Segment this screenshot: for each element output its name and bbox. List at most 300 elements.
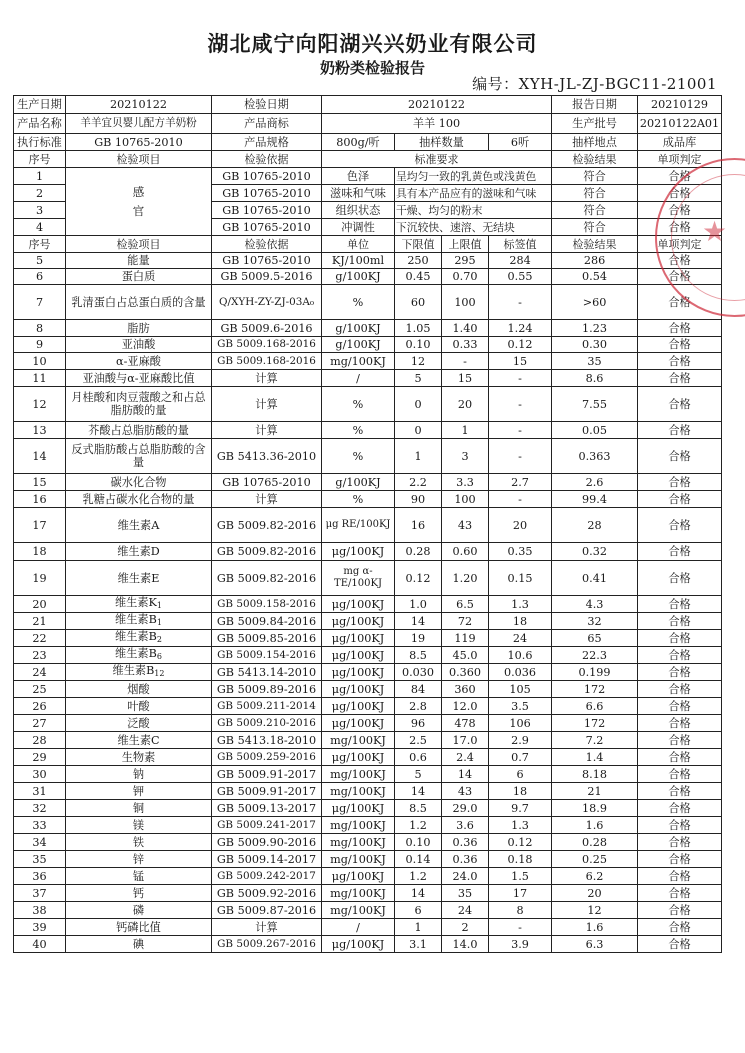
test-item xyxy=(66,561,212,596)
upper-limit: 24 xyxy=(442,902,489,919)
test-item-subscript: 1 xyxy=(156,601,162,610)
lower-limit: 0.28 xyxy=(395,543,442,561)
row-number: 3 xyxy=(14,202,66,219)
test-result: 1.23 xyxy=(552,320,638,337)
test-row xyxy=(14,749,722,766)
verdict: 合格 xyxy=(638,732,722,749)
tests-header-label: 标签值 xyxy=(489,236,552,253)
sensory-attribute: 冲调性 xyxy=(322,219,395,236)
test-result: 286 xyxy=(552,253,638,269)
upper-limit: 24.0 xyxy=(442,868,489,885)
lower-limit: 1.05 xyxy=(395,320,442,337)
test-basis: 计算 xyxy=(212,422,322,439)
batch-label: 生产批号 xyxy=(552,114,638,134)
lower-limit: 16 xyxy=(395,508,442,543)
test-basis: GB 10765-2010 xyxy=(212,185,322,202)
tests-header-verdict: 单项判定 xyxy=(638,236,722,253)
row-number: 36 xyxy=(14,868,66,885)
sensory-header-result: 检验结果 xyxy=(552,151,638,168)
verdict: 合格 xyxy=(638,253,722,269)
test-row xyxy=(14,681,722,698)
verdict: 合格 xyxy=(638,219,722,236)
test-basis: GB 5009.6-2016 xyxy=(212,320,322,337)
test-row xyxy=(14,491,722,508)
test-item-text: 蛋白质 xyxy=(121,270,156,283)
verdict: 合格 xyxy=(638,422,722,439)
test-result: 8.18 xyxy=(552,766,638,783)
row-number: 17 xyxy=(14,508,66,543)
label-value: 3.9 xyxy=(489,936,552,953)
test-result: 2.6 xyxy=(552,474,638,491)
test-basis: 计算 xyxy=(212,370,322,387)
sensory-header-no: 序号 xyxy=(14,151,66,168)
test-item-text: 钙磷比值 xyxy=(116,920,161,934)
row-number: 38 xyxy=(14,902,66,919)
test-result: 0.32 xyxy=(552,543,638,561)
test-item xyxy=(66,749,212,766)
test-item-text: 铁 xyxy=(132,835,145,849)
test-item xyxy=(66,422,212,439)
test-basis: GB 5009.89-2016 xyxy=(212,681,322,698)
upper-limit: 43 xyxy=(442,508,489,543)
lower-limit: 5 xyxy=(395,370,442,387)
verdict: 合格 xyxy=(638,647,722,664)
test-row xyxy=(14,817,722,834)
sensory-attribute: 色泽 xyxy=(322,168,395,185)
test-item-text: 烟酸 xyxy=(127,682,150,696)
verdict: 合格 xyxy=(638,749,722,766)
upper-limit: 2.4 xyxy=(442,749,489,766)
label-value: 0.15 xyxy=(489,561,552,596)
test-item xyxy=(66,253,212,269)
tests-header-low: 下限值 xyxy=(395,236,442,253)
row-number: 8 xyxy=(14,320,66,337)
test-row xyxy=(14,508,722,543)
test-item xyxy=(66,320,212,337)
test-basis: GB 5009.168-2016 xyxy=(212,353,322,370)
verdict: 合格 xyxy=(638,919,722,936)
test-basis: GB 5009.84-2016 xyxy=(212,613,322,630)
lower-limit: 60 xyxy=(395,285,442,320)
label-value: 17 xyxy=(489,885,552,902)
test-basis: GB 5009.5-2016 xyxy=(212,269,322,285)
test-result: 符合 xyxy=(552,185,638,202)
sample-location-value: 成品库 xyxy=(638,134,722,151)
label-value: 1.3 xyxy=(489,817,552,834)
verdict: 合格 xyxy=(638,387,722,422)
test-item-subscript: 2 xyxy=(156,635,162,644)
test-item-subscript: 12 xyxy=(154,669,165,678)
test-result: 28 xyxy=(552,508,638,543)
test-row xyxy=(14,851,722,868)
test-item-text: 维生素B xyxy=(115,647,157,660)
row-number: 14 xyxy=(14,439,66,474)
lower-limit: 250 xyxy=(395,253,442,269)
label-value: 0.35 xyxy=(489,543,552,561)
verdict: 合格 xyxy=(638,596,722,613)
tests-header-unit: 单位 xyxy=(322,236,395,253)
test-result: 0.54 xyxy=(552,269,638,285)
lower-limit: 84 xyxy=(395,681,442,698)
report-date-label: 报告日期 xyxy=(552,96,638,114)
test-result: 22.3 xyxy=(552,647,638,664)
verdict: 合格 xyxy=(638,817,722,834)
upper-limit: 1 xyxy=(442,422,489,439)
verdict: 合格 xyxy=(638,491,722,508)
row-number: 13 xyxy=(14,422,66,439)
label-value: 3.5 xyxy=(489,698,552,715)
test-item-text: 乳糖占碳水化合物的量 xyxy=(82,492,195,506)
verdict: 合格 xyxy=(638,783,722,800)
info-row-2 xyxy=(14,114,722,134)
test-result: 21 xyxy=(552,783,638,800)
test-item xyxy=(66,664,212,681)
unit: / xyxy=(322,370,395,387)
test-result: 0.28 xyxy=(552,834,638,851)
sensory-attribute: 滋味和气味 xyxy=(322,185,395,202)
test-item-text: 碘 xyxy=(132,937,145,951)
test-basis: GB 5009.82-2016 xyxy=(212,508,322,543)
label-value: - xyxy=(489,919,552,936)
row-number: 25 xyxy=(14,681,66,698)
row-number: 7 xyxy=(14,285,66,320)
label-value: 20 xyxy=(489,508,552,543)
upper-limit: - xyxy=(442,353,489,370)
verdict: 合格 xyxy=(638,766,722,783)
sensory-requirement: 下沉较快、速溶、无结块 xyxy=(395,219,552,236)
label-value: 105 xyxy=(489,681,552,698)
test-row xyxy=(14,353,722,370)
test-item xyxy=(66,783,212,800)
test-result: 4.3 xyxy=(552,596,638,613)
lower-limit: 0 xyxy=(395,387,442,422)
upper-limit: 6.5 xyxy=(442,596,489,613)
row-number: 20 xyxy=(14,596,66,613)
verdict: 合格 xyxy=(638,715,722,732)
row-number: 34 xyxy=(14,834,66,851)
row-number: 12 xyxy=(14,387,66,422)
test-basis: GB 5009.85-2016 xyxy=(212,630,322,647)
production-date-label: 生产日期 xyxy=(14,96,66,114)
lower-limit: 8.5 xyxy=(395,800,442,817)
test-item-text: 泛酸 xyxy=(127,716,150,730)
label-value: - xyxy=(489,491,552,508)
test-item xyxy=(66,681,212,698)
test-item-text: 铜 xyxy=(132,801,145,815)
lower-limit: 2.8 xyxy=(395,698,442,715)
row-number: 28 xyxy=(14,732,66,749)
row-number: 18 xyxy=(14,543,66,561)
sensory-header-item: 检验项目 xyxy=(66,151,212,168)
row-number: 1 xyxy=(14,168,66,185)
test-row xyxy=(14,936,722,953)
test-item xyxy=(66,817,212,834)
unit: mg/100KJ xyxy=(322,766,395,783)
verdict: 合格 xyxy=(638,664,722,681)
test-basis: GB 10765-2010 xyxy=(212,168,322,185)
label-value: - xyxy=(489,370,552,387)
upper-limit: 29.0 xyxy=(442,800,489,817)
test-row xyxy=(14,834,722,851)
test-basis: GB 5009.82-2016 xyxy=(212,561,322,596)
upper-limit: 15 xyxy=(442,370,489,387)
test-row xyxy=(14,885,722,902)
row-number: 6 xyxy=(14,269,66,285)
test-result: 7.55 xyxy=(552,387,638,422)
unit: μg/100KJ xyxy=(322,749,395,766)
test-basis: GB 5009.90-2016 xyxy=(212,834,322,851)
row-number: 39 xyxy=(14,919,66,936)
label-value: 106 xyxy=(489,715,552,732)
test-row xyxy=(14,269,722,285)
upper-limit: 0.36 xyxy=(442,834,489,851)
label-value: 8 xyxy=(489,902,552,919)
test-result: 符合 xyxy=(552,168,638,185)
info-row-3 xyxy=(14,134,722,151)
test-basis: GB 5413.36-2010 xyxy=(212,439,322,474)
test-item xyxy=(66,834,212,851)
test-item xyxy=(66,285,212,320)
test-item xyxy=(66,491,212,508)
brand-label: 产品商标 xyxy=(212,114,322,134)
unit: g/100KJ xyxy=(322,337,395,353)
upper-limit: 0.360 xyxy=(442,664,489,681)
test-basis: GB 5009.242-2017 xyxy=(212,868,322,885)
row-number: 5 xyxy=(14,253,66,269)
test-row xyxy=(14,561,722,596)
test-item-text: 月桂酸和肉豆蔻酸之和占总脂肪酸的量 xyxy=(71,391,206,417)
test-item-text: 镁 xyxy=(132,818,145,832)
upper-limit: 100 xyxy=(442,285,489,320)
lower-limit: 3.1 xyxy=(395,936,442,953)
unit: μg/100KJ xyxy=(322,698,395,715)
test-item xyxy=(66,936,212,953)
row-number: 30 xyxy=(14,766,66,783)
lower-limit: 14 xyxy=(395,783,442,800)
report-date-value: 20210129 xyxy=(638,96,722,114)
test-result: 172 xyxy=(552,681,638,698)
lower-limit: 6 xyxy=(395,902,442,919)
verdict: 合格 xyxy=(638,834,722,851)
test-item xyxy=(66,543,212,561)
upper-limit: 0.60 xyxy=(442,543,489,561)
lower-limit: 1 xyxy=(395,919,442,936)
unit: / xyxy=(322,919,395,936)
sensory-requirement: 呈均匀一致的乳黄色或浅黄色 xyxy=(395,168,552,185)
lower-limit: 1 xyxy=(395,439,442,474)
test-item xyxy=(66,508,212,543)
upper-limit: 3.3 xyxy=(442,474,489,491)
upper-limit: 43 xyxy=(442,783,489,800)
verdict: 合格 xyxy=(638,561,722,596)
lower-limit: 2.2 xyxy=(395,474,442,491)
label-value: 0.036 xyxy=(489,664,552,681)
test-basis: 计算 xyxy=(212,919,322,936)
test-item-text: 钾 xyxy=(132,784,145,798)
row-number: 16 xyxy=(14,491,66,508)
test-item xyxy=(66,919,212,936)
row-number: 10 xyxy=(14,353,66,370)
test-result: 8.6 xyxy=(552,370,638,387)
label-value: 9.7 xyxy=(489,800,552,817)
test-item-text: 钙 xyxy=(132,886,145,900)
verdict: 合格 xyxy=(638,168,722,185)
upper-limit: 1.40 xyxy=(442,320,489,337)
tests-header-item: 检验项目 xyxy=(66,236,212,253)
upper-limit: 35 xyxy=(442,885,489,902)
row-number: 21 xyxy=(14,613,66,630)
sample-qty-value: 6听 xyxy=(489,134,552,151)
label-value: - xyxy=(489,439,552,474)
test-item-text: 维生素C xyxy=(117,733,160,747)
label-value: 18 xyxy=(489,783,552,800)
sensory-group-label xyxy=(66,168,212,236)
unit: mg/100KJ xyxy=(322,885,395,902)
test-item-text: 维生素B xyxy=(115,630,157,643)
verdict: 合格 xyxy=(638,800,722,817)
test-row xyxy=(14,715,722,732)
upper-limit: 0.36 xyxy=(442,851,489,868)
verdict: 合格 xyxy=(638,698,722,715)
test-basis: GB 5009.87-2016 xyxy=(212,902,322,919)
upper-limit: 14 xyxy=(442,766,489,783)
test-item-text: 亚油酸与α-亚麻酸比值 xyxy=(82,371,195,385)
test-basis: GB 10765-2010 xyxy=(212,219,322,236)
test-result: 6.3 xyxy=(552,936,638,953)
test-item xyxy=(66,715,212,732)
test-row xyxy=(14,698,722,715)
sensory-header-verdict: 单项判定 xyxy=(638,151,722,168)
test-item xyxy=(66,647,212,664)
upper-limit: 295 xyxy=(442,253,489,269)
label-value: 0.18 xyxy=(489,851,552,868)
label-value: - xyxy=(489,422,552,439)
upper-limit: 100 xyxy=(442,491,489,508)
upper-limit: 72 xyxy=(442,613,489,630)
label-value: 15 xyxy=(489,353,552,370)
test-result: 0.25 xyxy=(552,851,638,868)
verdict: 合格 xyxy=(638,613,722,630)
lower-limit: 0.10 xyxy=(395,834,442,851)
test-result: 6.6 xyxy=(552,698,638,715)
report-subtitle: 奶粉类检验报告 xyxy=(319,59,425,77)
test-result: 99.4 xyxy=(552,491,638,508)
upper-limit: 12.0 xyxy=(442,698,489,715)
test-basis: GB 5009.14-2017 xyxy=(212,851,322,868)
upper-limit: 45.0 xyxy=(442,647,489,664)
verdict: 合格 xyxy=(638,508,722,543)
test-basis: GB 5009.267-2016 xyxy=(212,936,322,953)
test-item-text: 反式脂肪酸占总脂肪酸的含量 xyxy=(71,443,206,469)
sensory-header-basis: 检验依据 xyxy=(212,151,322,168)
upper-limit: 0.70 xyxy=(442,269,489,285)
sample-qty-label: 抽样数量 xyxy=(395,134,489,151)
test-row xyxy=(14,783,722,800)
test-item-text: 维生素B xyxy=(112,664,155,677)
test-basis: 计算 xyxy=(212,387,322,422)
document-number: 编号：XYH-JL-ZJ-BGC11-21001 xyxy=(472,75,717,93)
upper-limit: 119 xyxy=(442,630,489,647)
test-row xyxy=(14,647,722,664)
unit: μg/100KJ xyxy=(322,630,395,647)
test-row xyxy=(14,868,722,885)
row-number: 24 xyxy=(14,664,66,681)
test-result: 18.9 xyxy=(552,800,638,817)
test-item xyxy=(66,596,212,613)
unit: % xyxy=(322,491,395,508)
test-item xyxy=(66,766,212,783)
unit: KJ/100ml xyxy=(322,253,395,269)
batch-value: 20210122A01 xyxy=(638,114,722,134)
row-number: 15 xyxy=(14,474,66,491)
test-row xyxy=(14,732,722,749)
test-item-text: α-亚麻酸 xyxy=(116,354,161,368)
test-item xyxy=(66,630,212,647)
lower-limit: 12 xyxy=(395,353,442,370)
unit: % xyxy=(322,422,395,439)
unit: μg/100KJ xyxy=(322,800,395,817)
row-number: 19 xyxy=(14,561,66,596)
upper-limit: 14.0 xyxy=(442,936,489,953)
verdict: 合格 xyxy=(638,902,722,919)
lower-limit: 90 xyxy=(395,491,442,508)
upper-limit: 478 xyxy=(442,715,489,732)
lower-limit: 5 xyxy=(395,766,442,783)
unit: mg/100KJ xyxy=(322,834,395,851)
test-basis: GB 5009.13-2017 xyxy=(212,800,322,817)
tests-header-high: 上限值 xyxy=(442,236,489,253)
lower-limit: 0.45 xyxy=(395,269,442,285)
lower-limit: 0.14 xyxy=(395,851,442,868)
upper-limit: 360 xyxy=(442,681,489,698)
unit: μg/100KJ xyxy=(322,543,395,561)
info-row-1 xyxy=(14,96,722,114)
unit: μg/100KJ xyxy=(322,647,395,664)
company-title: 湖北咸宁向阳湖兴兴奶业有限公司 xyxy=(207,32,538,56)
test-item-text: 碳水化合物 xyxy=(110,475,167,489)
label-value: 0.12 xyxy=(489,337,552,353)
test-item xyxy=(66,269,212,285)
row-number: 31 xyxy=(14,783,66,800)
test-result: 12 xyxy=(552,902,638,919)
row-number: 37 xyxy=(14,885,66,902)
test-row xyxy=(14,387,722,422)
label-value: 0.55 xyxy=(489,269,552,285)
sensory-requirement: 干燥、均匀的粉末 xyxy=(395,202,552,219)
test-result: 0.41 xyxy=(552,561,638,596)
test-row xyxy=(14,630,722,647)
test-item-text: 磷 xyxy=(132,903,145,917)
verdict: 合格 xyxy=(638,885,722,902)
label-value: 0.7 xyxy=(489,749,552,766)
test-item xyxy=(66,885,212,902)
verdict: 合格 xyxy=(638,320,722,337)
tests-header-basis: 检验依据 xyxy=(212,236,322,253)
test-result: 6.2 xyxy=(552,868,638,885)
upper-limit: 0.33 xyxy=(442,337,489,353)
test-basis: GB 10765-2010 xyxy=(212,474,322,491)
test-result: 172 xyxy=(552,715,638,732)
label-value: - xyxy=(489,387,552,422)
product-name-value: 羊羊宜贝婴儿配方羊奶粉 xyxy=(66,114,212,134)
unit: mg α-TE/100KJ xyxy=(322,561,395,596)
unit: μg/100KJ xyxy=(322,868,395,885)
unit: mg/100KJ xyxy=(322,353,395,370)
test-item-subscript: 1 xyxy=(156,618,162,627)
test-item-text: 芥酸占总脂肪酸的量 xyxy=(88,423,189,437)
verdict: 合格 xyxy=(638,285,722,320)
row-number: 11 xyxy=(14,370,66,387)
